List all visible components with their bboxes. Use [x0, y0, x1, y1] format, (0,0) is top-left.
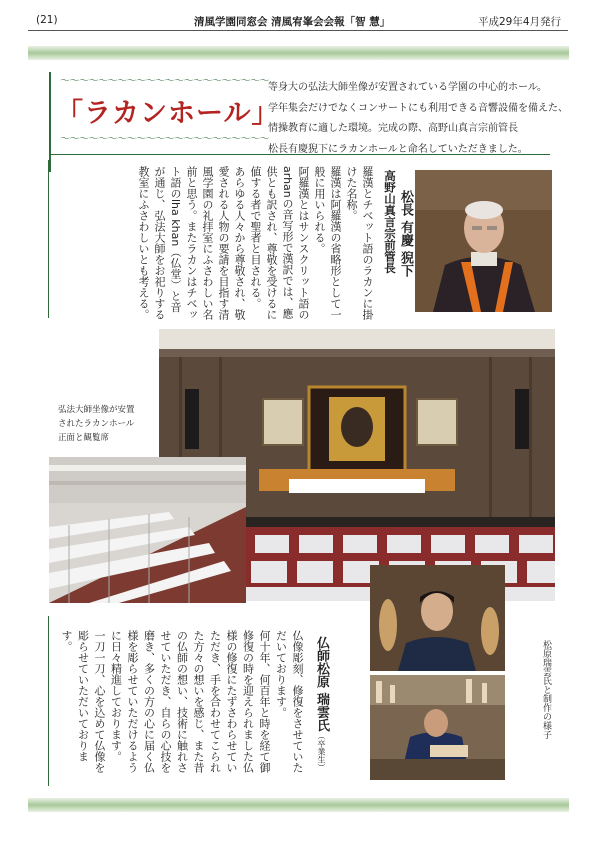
page-number: (21)	[36, 14, 58, 26]
hall-article-body	[55, 166, 375, 322]
intro-line: 等身大の弘法大師坐像が安置されている学園の中心的ホール。	[268, 82, 547, 93]
artisan-photo-caption: 松原瑞雲氏と制作の様子	[541, 640, 551, 739]
hall-photo-caption	[58, 403, 135, 445]
artisan-note: （卒業生）	[317, 731, 326, 772]
intro-line: 学年集会だけでなくコンサートにも利用できる音響設備を備えた、	[268, 102, 568, 114]
title-wavy-top: 〜〜〜〜〜〜〜〜〜〜〜〜〜〜〜〜〜〜〜〜〜〜	[60, 76, 269, 87]
intro-line: 松長有慶猊下にラカンホールと命名していただきました。	[268, 143, 528, 155]
artisan-workshop-photo	[370, 675, 505, 780]
body-left-rule	[48, 160, 49, 318]
intro-line: 情操教育に適した環境。完成の際、高野山真言宗前管長	[268, 123, 518, 134]
body-paragraph: 羅漢とチベット語のラカンに掛けた名称。	[345, 166, 374, 320]
audience-seating-photo	[49, 457, 246, 603]
artisan-title: 仏師	[314, 636, 329, 662]
hall-caption-line: されたラカンホール	[58, 419, 135, 429]
bottom-green-band	[28, 798, 569, 812]
artisan-name: 松原 瑞雲	[314, 662, 329, 719]
artisan-portrait-photo	[370, 565, 505, 671]
publication-title: 清風学園同窓会 清風宥峯会会報「智 慧」	[194, 16, 391, 28]
artisan-paragraph: 何十年、何百年と時を経て御修復の時を迎えられました仏様の修復にたずさわらせていただき、手を合わせてこられた方々の想いを感じ、また昔の仏師の想い、技術に触れさせていただき、自らの心技を磨き、多くの方の心に届く仏様を彫らせていただけるように日々精進しております。	[109, 630, 271, 773]
title-wavy-bottom: 〜〜〜〜〜〜〜〜〜〜〜〜〜〜〜〜〜〜〜〜〜〜	[60, 134, 269, 145]
artisan-body	[52, 630, 305, 782]
hall-caption-line: 弘法大師坐像が安置	[58, 405, 135, 415]
body-paragraph: 阿羅漢とはサンスクリット語のarhanの音写形で漢訳では、應供とも訳され、尊敬を受けるに値する者で聖者と目される。	[249, 166, 310, 320]
artisan-paragraph: 仏像彫刻、修復をさせていただいております。	[274, 630, 304, 773]
artisan-paragraph: 一刀一刀、心を込めて仏像を彫らせていただいております。	[60, 630, 106, 773]
intro-text	[268, 78, 568, 160]
monk-portrait-photo	[415, 170, 552, 312]
body-paragraph: 羅漢は阿羅漢の省略形として一般に用いられる。	[313, 166, 342, 320]
section-rule	[51, 154, 550, 155]
guest-name: 松長 有慶 猊下	[398, 190, 413, 278]
guest-role: 高野山真言宗前管長	[383, 170, 397, 274]
hall-caption-line: 正面と観覧席	[58, 433, 110, 443]
article-title: 「ラカンホール」	[56, 98, 280, 129]
top-green-band	[28, 46, 569, 60]
artisan-left-rule	[48, 616, 49, 786]
artisan-honorific: 氏	[314, 718, 329, 732]
body-paragraph: あらゆる人々から尊敬され、敬愛される人物の要請を目指す清風学園の礼拝室にふさわしい名前と思う。またラカンはチベット語のlha khan（仏堂）と音が通じ、弘法大師をお祀りする教室にふさわしいとも考える。	[137, 166, 246, 320]
title-left-rule	[49, 72, 51, 172]
artisan-heading	[312, 636, 331, 772]
issue-date: 平成29年4月発行	[478, 16, 562, 28]
header-rule	[28, 30, 568, 31]
